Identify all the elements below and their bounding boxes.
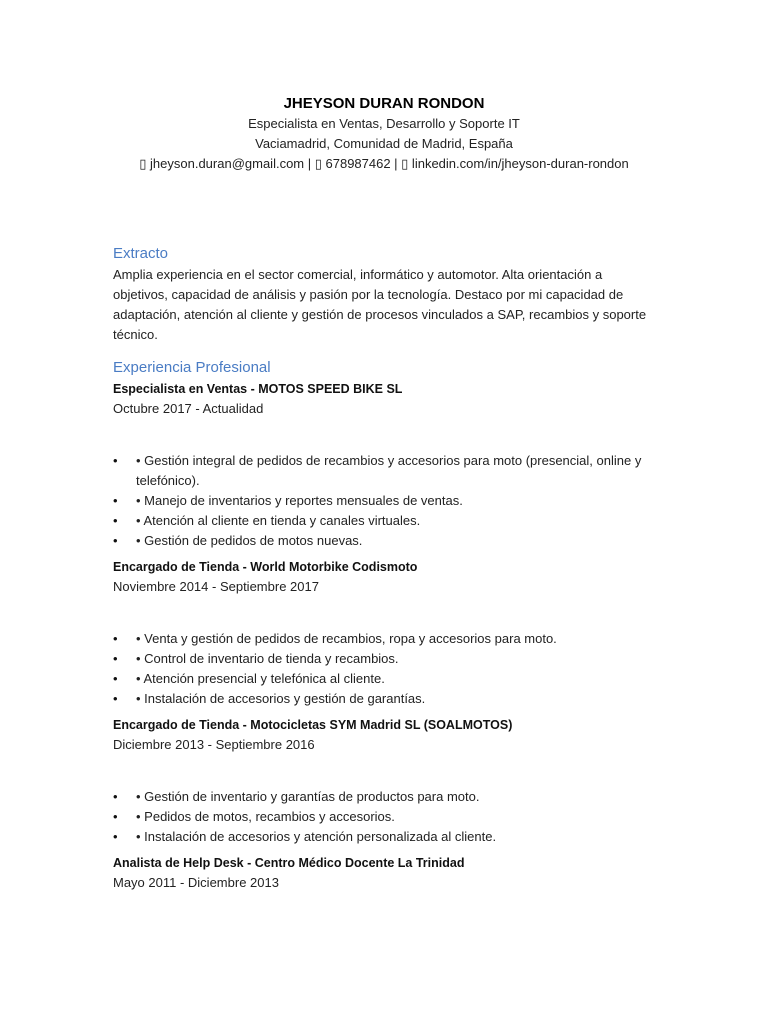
list-item [113, 451, 658, 491]
resume-content [113, 243, 658, 893]
list-item [113, 807, 658, 827]
list-item [113, 689, 658, 709]
list-item-text: • Gestión de pedidos de motos nuevas. [136, 533, 363, 548]
list-item-text: • Instalación de accesorios y gestión de garantías. [136, 691, 426, 706]
bullet-icon: • [113, 691, 118, 706]
candidate-name: JHEYSON DURAN RONDON [283, 95, 485, 112]
candidate-location: Vaciamadrid, Comunidad de Madrid, España [255, 136, 513, 151]
bullet-icon: • [113, 453, 118, 468]
list-item-text: • Venta y gestión de pedidos de recambios, ropa y accesorios para moto. [136, 631, 557, 646]
job-entry [113, 379, 658, 551]
list-item-text: • Atención al cliente en tienda y canales virtuales. [136, 513, 421, 528]
bullet-icon: • [113, 809, 118, 824]
bullet-icon: • [113, 651, 118, 666]
list-item-text: • Pedidos de motos, recambios y accesorios. [136, 809, 395, 824]
list-item-text: • Instalación de accesorios y atención personalizada al cliente. [136, 829, 497, 844]
bullet-icon: • [113, 631, 118, 646]
job-entry [113, 715, 658, 847]
job-title: Especialista en Ventas - MOTOS SPEED BIKE SL [113, 382, 403, 396]
bullet-icon: • [113, 493, 118, 508]
job-title: Analista de Help Desk - Centro Médico Docente La Trinidad [113, 856, 465, 870]
list-item [113, 669, 658, 689]
list-item [113, 649, 658, 669]
job-bullet-list [113, 451, 658, 551]
list-item [113, 511, 658, 531]
list-item [113, 491, 658, 511]
job-bullet-list [113, 629, 658, 709]
job-entry [113, 557, 658, 709]
list-item-text: • Gestión integral de pedidos de recambios y accesorios para moto (presencial, online y telefónico). [136, 453, 642, 488]
job-title: Encargado de Tienda - World Motorbike Codismoto [113, 560, 418, 574]
list-item-text: • Manejo de inventarios y reportes mensuales de ventas. [136, 493, 463, 508]
bullet-icon: • [113, 533, 118, 548]
job-date: Mayo 2011 - Diciembre 2013 [113, 875, 279, 890]
job-date: Diciembre 2013 - Septiembre 2016 [113, 737, 315, 752]
job-entry [113, 853, 658, 893]
list-item-text: • Atención presencial y telefónica al cliente. [136, 671, 385, 686]
list-item [113, 787, 658, 807]
bullet-icon: • [113, 789, 118, 804]
extracto-text: Amplia experiencia en el sector comercial, informático y automotor. Alta orientación a objetivos, capacidad de análisis y pasión por la tecnología. Destaco por mi capacidad de adaptación, atención al cliente y gestión de procesos vinculados a SAP, recambios y soporte técnico. [113, 267, 647, 342]
candidate-role: Especialista en Ventas, Desarrollo y Soporte IT [248, 116, 520, 131]
section-title-extracto: Extracto [113, 245, 169, 262]
bullet-icon: • [113, 513, 118, 528]
list-item [113, 827, 658, 847]
list-item [113, 531, 658, 551]
job-title: Encargado de Tienda - Motocicletas SYM Madrid SL (SOALMOTOS) [113, 718, 513, 732]
section-title-experiencia: Experiencia Profesional [113, 359, 271, 376]
list-item [113, 629, 658, 649]
candidate-contact: ▯ jheyson.duran@gmail.com | ▯ 678987462 | ▯ linkedin.com/in/jheyson-duran-rondon [139, 156, 629, 171]
list-item-text: • Gestión de inventario y garantías de productos para moto. [136, 789, 480, 804]
bullet-icon: • [113, 829, 118, 844]
resume-header [0, 94, 768, 174]
job-date: Octubre 2017 - Actualidad [113, 401, 264, 416]
job-bullet-list [113, 787, 658, 847]
bullet-icon: • [113, 671, 118, 686]
list-item-text: • Control de inventario de tienda y recambios. [136, 651, 399, 666]
job-date: Noviembre 2014 - Septiembre 2017 [113, 579, 319, 594]
